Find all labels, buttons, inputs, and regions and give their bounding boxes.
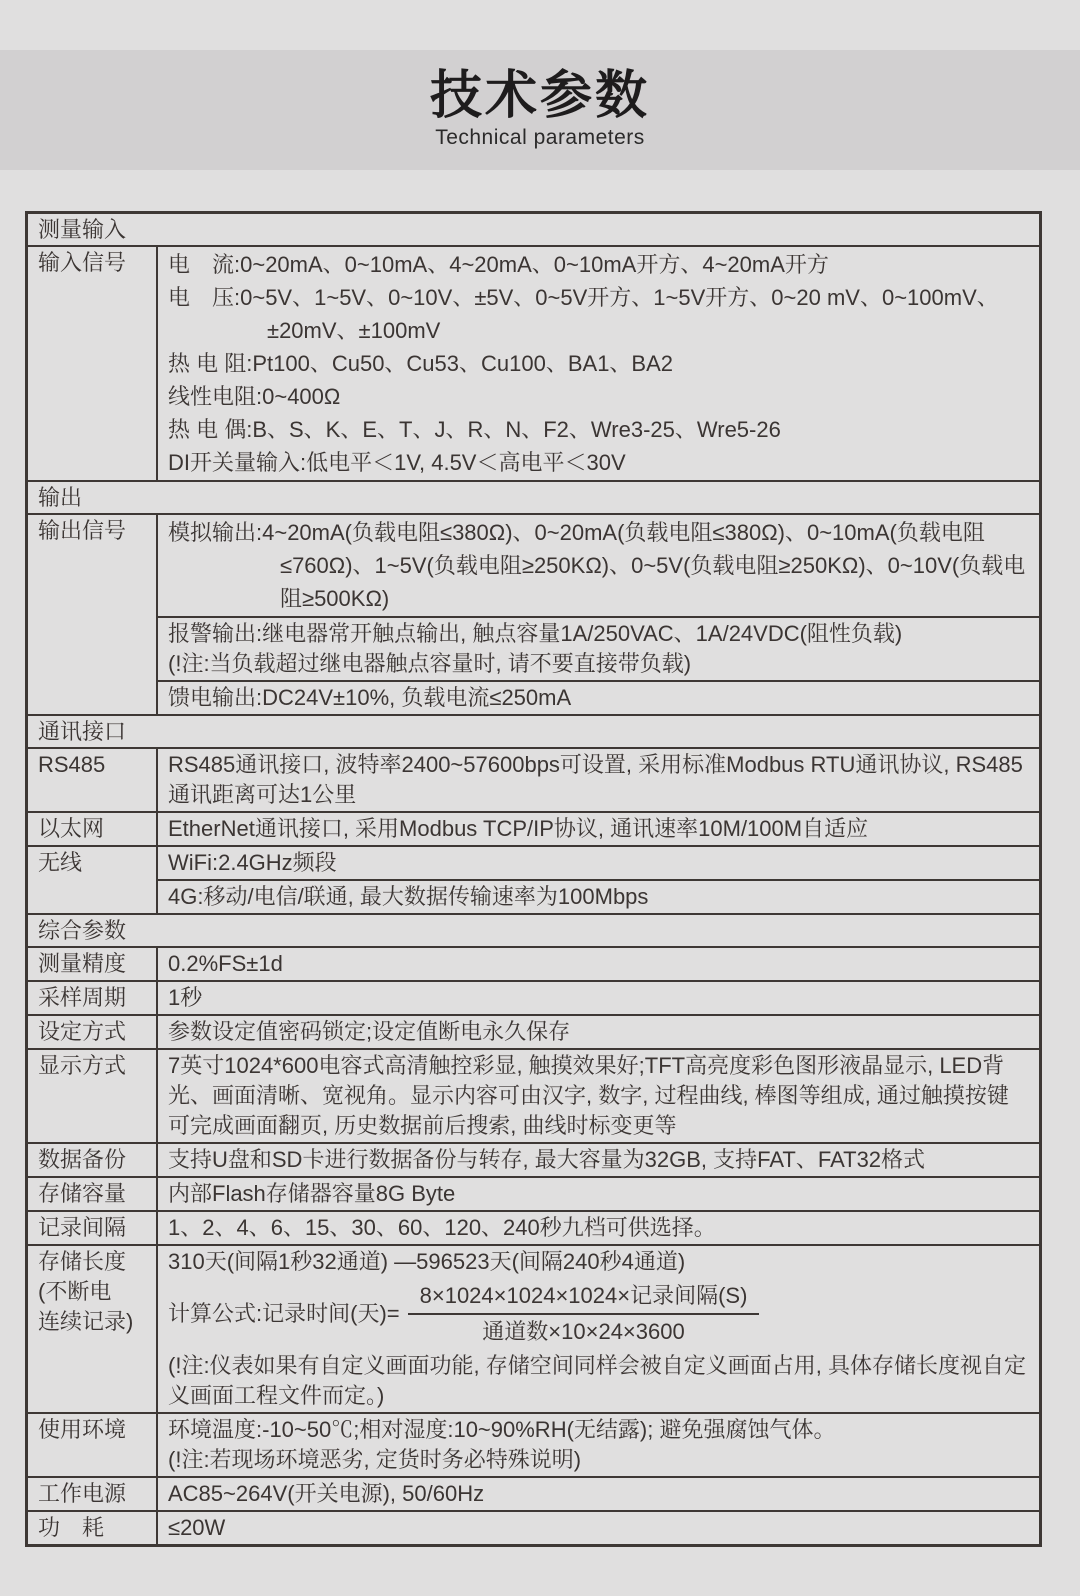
cell-input-signal <box>158 247 1039 480</box>
storage-length-label-1: 存储长度 <box>38 1249 127 1274</box>
row-rs485 <box>28 747 1039 811</box>
output-analog: 模拟输出:4~20mA(负载电阻≤380Ω)、0~20mA(负载电阻≤380Ω)、0~10mA(负载电阻≤760Ω)、1~5V(负载电阻≥250KΩ)、0~5V(负载电阻≥250KΩ)、0~10V(负载电阻≥500KΩ) <box>168 520 1026 611</box>
label-power-consumption: 功 耗 <box>28 1512 158 1544</box>
wireless-4g: 4G:移动/电信/联通, 最大数据传输速率为100Mbps <box>158 879 1039 913</box>
output-feed-subrow <box>158 680 1039 714</box>
cell-power-supply: AC85~264V(开关电源), 50/60Hz <box>168 1481 485 1506</box>
storage-note: (!注:仪表如果有自定义画面功能, 存储空间同样会被自定义画面占用, 具体存储长度视自定义画面工程文件而定。) <box>168 1353 1027 1408</box>
storage-length-label-2: (不断电 <box>38 1279 112 1304</box>
input-thermocouple: 热 电 偶:B、S、K、E、T、J、R、N、F2、Wre3-25、Wre5-26 <box>168 417 781 442</box>
label-display-mode: 显示方式 <box>28 1050 158 1142</box>
cell-storage-length <box>158 1246 1039 1412</box>
spec-table <box>25 211 1042 1547</box>
row-environment <box>28 1412 1039 1476</box>
storage-formula <box>168 1280 1027 1348</box>
row-accuracy <box>28 946 1039 980</box>
label-record-interval: 记录间隔 <box>28 1212 158 1244</box>
input-di: DI开关量输入:低电平＜1V, 4.5V＜高电平＜30V <box>168 450 626 475</box>
environment-text: 环境温度:-10~50℃;相对湿度:10~90%RH(无结露); 避免强腐蚀气体。 <box>168 1417 836 1442</box>
row-data-backup <box>28 1142 1039 1176</box>
row-input-signal <box>28 245 1039 480</box>
label-storage-length <box>28 1246 158 1412</box>
label-input-signal: 输入信号 <box>28 247 158 480</box>
output-feed: 馈电输出:DC24V±10%, 负载电流≤250mA <box>168 685 572 710</box>
cell-environment <box>158 1414 1039 1476</box>
row-sample-period <box>28 980 1039 1014</box>
section-label: 通讯接口 <box>38 719 127 744</box>
formula-fraction <box>408 1280 760 1348</box>
row-record-interval <box>28 1210 1039 1244</box>
formula-prefix: 计算公式:记录时间(天)= <box>168 1301 400 1326</box>
output-analog-subrow <box>158 515 1039 616</box>
row-display-mode <box>28 1048 1039 1142</box>
output-alarm: 报警输出:继电器常开触点输出, 触点容量1A/250VAC、1A/24VDC(阻性负载) <box>168 621 903 646</box>
formula-numerator: 8×1024×1024×1024×记录间隔(S) <box>408 1280 760 1315</box>
section-measure-input <box>28 214 1039 245</box>
output-alarm-note: (!注:当负载超过继电器触点容量时, 请不要直接带负载) <box>168 651 692 676</box>
row-storage-length <box>28 1244 1039 1412</box>
input-current: 电 流:0~20mA、0~10mA、4~20mA、0~10mA开方、4~20mA开方 <box>168 252 829 277</box>
row-setting-mode <box>28 1014 1039 1048</box>
cell-accuracy: 0.2%FS±1d <box>168 951 283 976</box>
cell-setting-mode: 参数设定值密码锁定;设定值断电永久保存 <box>168 1019 571 1044</box>
storage-range: 310天(间隔1秒32通道) —596523天(间隔240秒4通道) <box>168 1249 686 1274</box>
label-sample-period: 采样周期 <box>28 982 158 1014</box>
cell-power-consumption: ≤20W <box>168 1515 226 1540</box>
label-accuracy: 测量精度 <box>28 948 158 980</box>
cell-ethernet: EtherNet通讯接口, 采用Modbus TCP/IP协议, 通讯速率10M/100M自适应 <box>168 816 869 841</box>
row-output-signal <box>28 513 1039 714</box>
label-output-signal: 输出信号 <box>28 515 158 714</box>
storage-length-label-3: 连续记录) <box>38 1309 134 1334</box>
cell-wireless <box>158 847 1039 913</box>
section-output <box>28 480 1039 513</box>
row-power-consumption <box>28 1510 1039 1544</box>
input-linear-resistance: 线性电阻:0~400Ω <box>168 384 341 409</box>
label-data-backup: 数据备份 <box>28 1144 158 1176</box>
row-power-supply <box>28 1476 1039 1510</box>
section-comm <box>28 714 1039 747</box>
formula-denominator: 通道数×10×24×3600 <box>482 1319 685 1344</box>
label-wireless: 无线 <box>28 847 158 913</box>
cell-output-signal <box>158 515 1039 714</box>
label-rs485: RS485 <box>28 749 158 811</box>
cell-display-mode: 7英寸1024*600电容式高清触控彩显, 触摸效果好;TFT高亮度彩色图形液晶显示, LED背光、画面清晰、宽视角。显示内容可由汉字, 数字, 过程曲线, 棒图等组成, 通过触摸按键可完成画面翻页, 历史数据前后搜索, 曲线时标变更等 <box>168 1053 1009 1138</box>
label-power-supply: 工作电源 <box>28 1478 158 1510</box>
cell-record-interval: 1、2、4、6、15、30、60、120、240秒九档可供选择。 <box>168 1215 716 1240</box>
label-environment: 使用环境 <box>28 1414 158 1476</box>
row-ethernet <box>28 811 1039 845</box>
label-ethernet: 以太网 <box>28 813 158 845</box>
row-storage-capacity <box>28 1176 1039 1210</box>
label-storage-capacity: 存储容量 <box>28 1178 158 1210</box>
header-banner <box>0 50 1080 170</box>
cell-rs485: RS485通讯接口, 波特率2400~57600bps可设置, 采用标准Modbus RTU通讯协议, RS485通讯距离可达1公里 <box>168 752 1023 807</box>
cell-data-backup: 支持U盘和SD卡进行数据备份与转存, 最大容量为32GB, 支持FAT、FAT32格式 <box>168 1147 926 1172</box>
output-alarm-subrow <box>158 616 1039 680</box>
row-wireless <box>28 845 1039 913</box>
environment-note: (!注:若现场环境恶劣, 定货时务必特殊说明) <box>168 1447 582 1472</box>
label-setting-mode: 设定方式 <box>28 1016 158 1048</box>
page-title: 技术参数 <box>429 67 650 125</box>
section-label: 综合参数 <box>38 918 127 943</box>
input-voltage: 电 压:0~5V、1~5V、0~10V、±5V、0~5V开方、1~5V开方、0~20 mV、0~100mV、±20mV、±100mV <box>168 285 999 343</box>
wireless-wifi: WiFi:2.4GHz频段 <box>168 850 337 875</box>
cell-storage-capacity: 内部Flash存储器容量8G Byte <box>168 1181 456 1206</box>
section-general <box>28 913 1039 946</box>
input-rtd: 热 电 阻:Pt100、Cu50、Cu53、Cu100、BA1、BA2 <box>168 351 674 376</box>
page-subtitle: Technical parameters <box>435 126 645 149</box>
section-label: 测量输入 <box>38 217 127 242</box>
cell-sample-period: 1秒 <box>168 985 203 1010</box>
section-label: 输出 <box>38 485 83 510</box>
